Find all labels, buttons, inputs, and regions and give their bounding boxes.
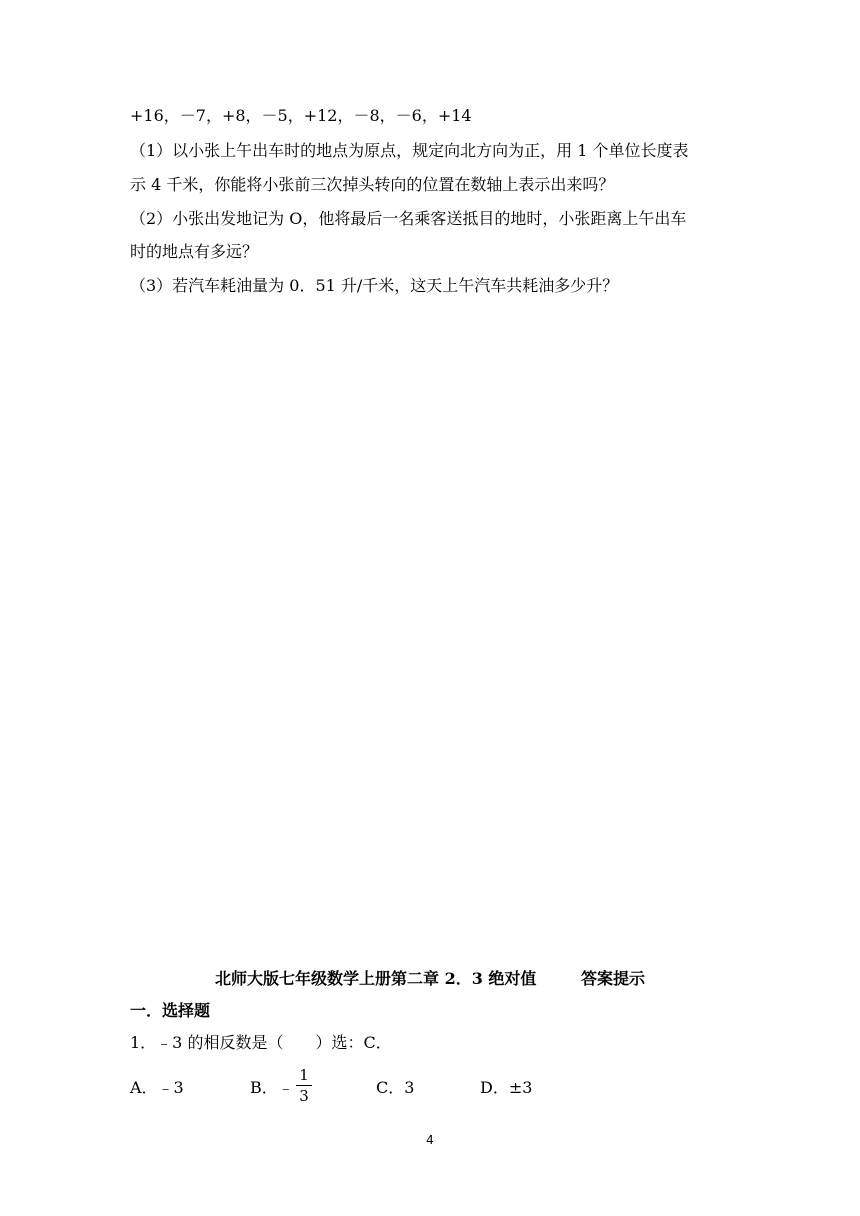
problem-q1-line2: 示 4 千米，你能将小张前三次掉头转向的位置在数轴上表示出来吗？ [130, 175, 615, 194]
option-d: D．±3 [480, 1078, 533, 1097]
section-heading: 一．选择题 [130, 1001, 211, 1020]
option-b-prefix: B．﹣ [250, 1078, 294, 1097]
problem-numbers: +16，－7，+8，－5，+12，－8，－6，+14 [130, 106, 472, 125]
problem-q3: （3）若汽车耗油量为 0．51 升/千米，这天上午汽车共耗油多少升？ [130, 276, 619, 295]
answer-title: 北师大版七年级数学上册第二章 2．3 绝对值 答案提示 [215, 969, 645, 988]
fraction-bar [296, 1085, 312, 1086]
option-b-fraction [296, 1066, 312, 1105]
problem-q2-line2: 时的地点有多远？ [130, 242, 259, 261]
option-a: A．﹣3 [130, 1078, 184, 1097]
option-c: C．3 [376, 1078, 415, 1097]
problem-q2-line1: （2）小张出发地记为 O，他将最后一名乘客送抵目的地时，小张距离上午出车 [130, 209, 687, 228]
fraction-numerator: 1 [299, 1066, 309, 1084]
fraction-denominator: 3 [299, 1087, 309, 1105]
page-number: 4 [426, 1133, 434, 1147]
question-1: 1．﹣3 的相反数是（ ）选：C． [130, 1033, 392, 1052]
problem-q1-line1: （1）以小张上午出车时的地点为原点，规定向北方向为正，用 1 个单位长度表 [130, 141, 689, 160]
